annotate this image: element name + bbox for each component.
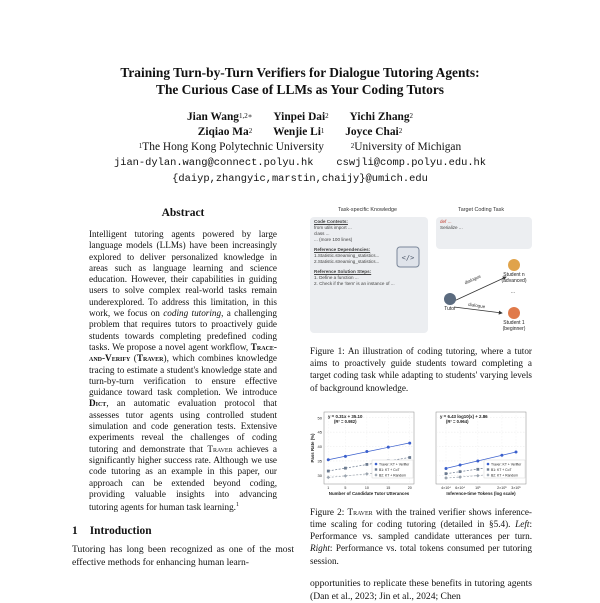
data-point [344,467,347,470]
data-point [387,445,390,448]
author-name: Wenjie Li$^1$ [273,126,325,138]
figure-1-caption: Figure 1: An illustration of coding tutoring, where a tutor aims to proactively guide students toward completing a target coding task while adapting to students' varying levels of background knowledge. [310,346,532,393]
y-tick-label: 45 [317,429,322,435]
x-tick-label: 15 [386,485,391,490]
legend-marker [375,468,377,470]
right-column [310,207,532,603]
traver-name: Traver [207,443,233,454]
data-point [344,455,347,458]
legend-label: B2: KT + Random [491,473,518,478]
intro-paragraph: Tutoring has long been recognized as one of the most effective methods for enhancing human learn- [72,544,294,569]
data-point [444,467,447,470]
traver-long-name: Trace-and-Verify [89,341,277,364]
x-axis-label: Number of Candidate Tutor Utterances [328,490,410,496]
x-tick-label: 20 [407,485,412,490]
affiliation: $^2$University of Michigan [350,141,462,153]
abstract-heading: Abstract [161,207,205,219]
figure-1 [310,207,532,337]
knowledge-box: Code Contexts: from utils import ... class ... ... (more 100 lines) Reference Dependencies: 1.Statistic.streaming_statistics... 2.Statistic.streaming_statistics... Reference Solution Steps: 1. Define a function ... 2. Check if the 'item' is an instance of ... [310,217,428,333]
legend-label: B1: KT + CoT [491,467,512,472]
x-tick-label: 1 [327,485,330,490]
figure-2-charts [310,404,532,500]
footnote-mark[interactable]: 1 [235,502,239,509]
traver-name: Traver [136,353,164,364]
x-tick-label: 3×10⁵ [511,485,521,490]
task-box [436,217,532,249]
student-avatar-icon [508,259,520,271]
dialogue-label: dialogue [463,273,482,286]
legend-label: Traver: KT + Verifier [491,462,522,467]
legend-label: Traver: KT + Verifier [379,462,410,467]
data-point [459,463,462,466]
legend-marker [487,468,489,470]
data-point [500,454,503,457]
data-point [476,459,479,462]
fig1-label-right: Target Coding Task [458,207,505,213]
author-block [60,110,540,187]
fit-equation: y = 6.43 log10(x) + 2.86 [440,413,488,419]
figure-2 [310,404,532,500]
section-title: Introduction [89,525,152,538]
svg-text:</>: </> [401,254,415,262]
tutor-node: Tutor [436,293,464,312]
legend-label: B2: KT + Random [379,473,406,478]
dict-name: Dict [89,398,107,409]
y-tick-label: 40 [317,443,322,449]
fig1-label-left: Task-specific Knowledge [338,207,398,213]
left-column [72,207,294,569]
email[interactable]: jian-dylan.wang@connect.polyu.hk [113,157,314,169]
y-tick-label: 50 [317,415,322,421]
y-axis-label: Pass Rate (%) [310,433,315,463]
code-file-icon [394,245,424,271]
data-point [327,469,330,472]
email-row [60,155,540,171]
tutor-avatar-icon [444,293,456,305]
data-point [408,456,411,459]
solution-steps-heading: Reference Solution Steps: [314,269,372,274]
section-number: 1 [72,525,78,538]
author-name: Ziqiao Ma$^2$ [197,126,253,138]
figure-2-caption: Figure 2: Traver with the trained verifier shows inference-time scaling for coding tutoring (detailed in §5.4). Left: Performance vs. sampled candidate utterances per turn. Right: Performance vs. total tokens consumed per tutoring session. [310,506,532,566]
abstract-body: Intelligent tutoring agents powered by large language models (LLMs) have been increasingly explored to deliver personalized knowledge in areas such as language learning and science education. However, their capabilities in guiding users to solve complex real-world tasks remain underexplored. To address this limitation, in this work, we focus on coding tutoring, a challenging problem that requires tutors to proactively guide students towards completing predefined coding tasks. We propose a novel agent workflow, Trace-and-Verify (Traver), which combines knowledge tracing to estimate a student's knowledge state and turn-by-turn verification to ensure effective guidance toward task completion. We introduce Dict, an automatic evaluation protocol that assesses tutor agents using controlled student simulation and code generation tests. Extensive experiments reveal the challenges of coding tutoring and demonstrate that Traver achieves a significantly higher success rate. Although we use code tutoring as an example in this paper, our approach can be extended beyond coding, providing valuable insights into advancing tutoring agents for human task learning.$^1$ [89,229,278,513]
code-contexts-heading: Code Contexts: [314,219,348,224]
legend-marker [487,463,490,466]
fit-r-squared: (R² = 0.982) [334,418,357,424]
author-name: Yichi Zhang$^2$ [349,111,414,123]
x-tick-label: 2×10⁵ [497,485,507,490]
data-point [365,463,368,466]
x-tick-label: 5 [344,485,347,490]
data-point [365,450,368,453]
student-ellipsis: ... [510,289,516,295]
x-tick-label: 6×10⁴ [455,485,465,490]
dialogue-label: dialogue [467,301,486,310]
right-column-paragraph: opportunities to replicate these benefits in tutoring agents (Dan et al., 2023; Jin et al., 2024; Chen [310,577,532,602]
section-heading [72,525,294,537]
author-name: Yinpei Dai$^2$ [273,111,329,123]
student-advanced-node: Student n (advanced) [496,259,532,284]
affiliation: $^1$The Hong Kong Polytechnic University [138,141,324,153]
data-point [445,472,448,475]
x-tick-label: 10 [364,485,369,490]
legend-marker [375,463,378,466]
legend-label: B1: KT + CoT [379,467,400,472]
data-point [515,450,518,453]
email-group-row [60,171,540,187]
y-tick-label: 30 [317,472,322,478]
data-point [476,468,479,471]
dependencies-heading: Reference Dependencies: [314,247,371,252]
fit-equation: y = 0.31x + 35.10 [328,413,363,419]
data-point [327,458,330,461]
task-description: Serialize ... [440,225,463,230]
author-row-1 [60,110,540,125]
affiliation-row [60,140,540,155]
student-beginner-node: Student 1 (beginner) [496,307,532,332]
author-row-2 [60,125,540,140]
task-signature: def ... [440,219,452,224]
x-tick-label: 10⁵ [475,485,481,490]
email[interactable]: cswjli@comp.polyu.edu.hk [336,157,487,169]
title-line-1: Training Turn-by-Turn Verifiers for Dialogue Tutoring Agents: [120,65,480,80]
y-tick-label: 35 [317,458,322,464]
x-axis-label: Inference-time Tokens (log scale) [446,490,516,496]
email-group[interactable]: {daiyp,zhangyic,marstin,chaijy}@umich.edu [172,173,428,185]
author-name: Joyce Chai$^2$ [345,126,403,138]
author-name: Jian Wang$^{1,2∗}$ [186,111,253,123]
paper-title [60,64,540,98]
data-point [408,441,411,444]
student-avatar-icon [508,307,520,319]
fit-r-squared: (R² = 0.964) [446,418,469,424]
title-line-2: The Curious Case of LLMs as Your Coding Tutors [156,82,444,97]
x-tick-label: 4×10⁴ [441,485,451,490]
data-point [459,470,462,473]
